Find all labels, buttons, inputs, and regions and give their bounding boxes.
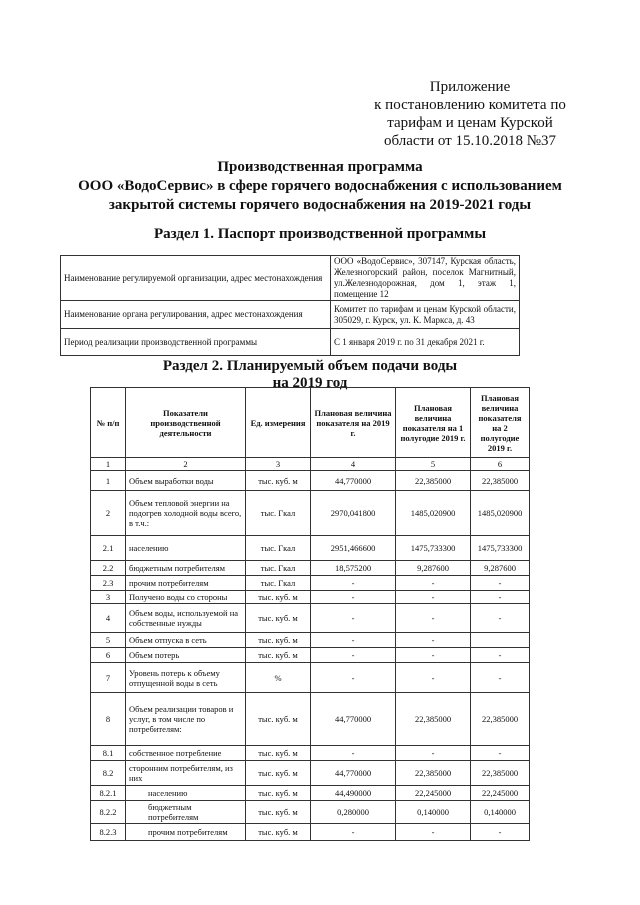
plan-h1-2019-cell: - — [396, 591, 471, 604]
plan-h1-2019-cell: - — [396, 824, 471, 841]
row-number-cell: 3 — [91, 591, 126, 604]
value-cell: С 1 января 2019 г. по 31 декабря 2021 г. — [331, 329, 520, 356]
plan-2019-cell: - — [311, 824, 396, 841]
unit-cell: тыс. Гкал — [246, 561, 311, 576]
plan-h1-2019-cell: 1475,733300 — [396, 536, 471, 561]
indicator-name-cell: Уровень потерь к объему отпущенной воды в сеть — [126, 663, 246, 693]
title-line: закрытой системы горячего водоснабжения на 2019-2021 годы — [108, 197, 532, 213]
column-number: 6 — [471, 458, 530, 471]
column-number: 2 — [126, 458, 246, 471]
plan-2019-cell: 2970,041800 — [311, 491, 396, 536]
unit-cell: тыс. куб. м — [246, 693, 311, 746]
appendix-line: к постановлению комитета по — [374, 97, 566, 113]
indicator-name-cell: сторонним потребителям, из них — [126, 761, 246, 786]
appendix-line: Приложение — [429, 79, 511, 95]
indicator-name-cell: бюджетным потребителям — [126, 561, 246, 576]
plan-h2-2019-cell: 1475,733300 — [471, 536, 530, 561]
indicator-name-cell: населению — [126, 786, 246, 801]
row-number-cell: 7 — [91, 663, 126, 693]
plan-h2-2019-cell: 22,385000 — [471, 471, 530, 491]
header-cell: Плановая величина показателя на 2019 г. — [311, 388, 396, 458]
plan-h2-2019-cell: 22,385000 — [471, 761, 530, 786]
plan-h1-2019-cell: - — [396, 746, 471, 761]
plan-h1-2019-cell: 22,245000 — [396, 786, 471, 801]
plan-2019-cell: 2951,466600 — [311, 536, 396, 561]
row-number-cell: 4 — [91, 604, 126, 633]
document-title — [60, 158, 580, 215]
value-cell: ООО «ВодоСервис», 307147, Курская область, Железногорский район, поселок Магнитный, ул.Железнодорожная, дом 1, этаж 1, помещение 12 — [331, 256, 520, 301]
column-number: 4 — [311, 458, 396, 471]
plan-2019-cell: 44,490000 — [311, 786, 396, 801]
indicator-name-cell: прочим потребителям — [126, 576, 246, 591]
plan-h2-2019-cell: - — [471, 824, 530, 841]
plan-2019-cell: - — [311, 648, 396, 663]
section2-title-line: Раздел 2. Планируемый объем подачи воды — [162, 358, 458, 374]
unit-cell: тыс. Гкал — [246, 576, 311, 591]
indicator-name-cell: Объем воды, используемой на собственные нужды — [126, 604, 246, 633]
plan-h2-2019-cell: 22,385000 — [471, 693, 530, 746]
table-row — [61, 256, 520, 301]
unit-cell: тыс. куб. м — [246, 471, 311, 491]
unit-cell: тыс. куб. м — [246, 761, 311, 786]
unit-cell: тыс. Гкал — [246, 536, 311, 561]
table-row — [91, 801, 530, 824]
row-number-cell: 2.2 — [91, 561, 126, 576]
table-row — [91, 633, 530, 648]
unit-cell: тыс. Гкал — [246, 491, 311, 536]
plan-h2-2019-cell: 9,287600 — [471, 561, 530, 576]
row-number-cell: 8.2.2 — [91, 801, 126, 824]
unit-cell: тыс. куб. м — [246, 604, 311, 633]
indicator-name-cell: Объем реализации товаров и услуг, в том числе по потребителям: — [126, 693, 246, 746]
plan-2019-cell: 18,575200 — [311, 561, 396, 576]
row-number-cell: 8.2.3 — [91, 824, 126, 841]
unit-cell: % — [246, 663, 311, 693]
plan-h1-2019-cell: 0,140000 — [396, 801, 471, 824]
header-cell: № п/п — [91, 388, 126, 458]
title-line: Производственная программа — [217, 159, 423, 175]
column-number: 5 — [396, 458, 471, 471]
label-cell: Наименование регулируемой организации, адрес местонахождения — [61, 256, 331, 301]
unit-cell: тыс. куб. м — [246, 746, 311, 761]
plan-h2-2019-cell: 22,245000 — [471, 786, 530, 801]
indicator-name-cell: населению — [126, 536, 246, 561]
row-number-cell: 2.3 — [91, 576, 126, 591]
table-row — [61, 329, 520, 356]
indicator-name-cell: Объем выработки воды — [126, 471, 246, 491]
unit-cell: тыс. куб. м — [246, 648, 311, 663]
table-row — [91, 536, 530, 561]
unit-cell: тыс. куб. м — [246, 591, 311, 604]
plan-h2-2019-cell: - — [471, 604, 530, 633]
plan-h1-2019-cell: 9,287600 — [396, 561, 471, 576]
unit-cell: тыс. куб. м — [246, 824, 311, 841]
table-row — [91, 576, 530, 591]
plan-2019-cell: - — [311, 591, 396, 604]
volume-table — [90, 387, 530, 841]
table-row — [91, 561, 530, 576]
table-row — [91, 491, 530, 536]
plan-h2-2019-cell: - — [471, 663, 530, 693]
plan-h1-2019-cell: - — [396, 633, 471, 648]
passport-table — [60, 255, 520, 356]
table-row — [61, 301, 520, 329]
header-cell: Показатели производственной деятельности — [126, 388, 246, 458]
row-number-cell: 8.1 — [91, 746, 126, 761]
label-cell: Период реализации производственной программы — [61, 329, 331, 356]
plan-h1-2019-cell: 22,385000 — [396, 761, 471, 786]
plan-2019-cell: 44,770000 — [311, 471, 396, 491]
header-cell: Плановая величина показателя на 2 полугодие 2019 г. — [471, 388, 530, 458]
plan-h1-2019-cell: - — [396, 576, 471, 591]
unit-cell: тыс. куб. м — [246, 633, 311, 648]
indicator-name-cell: прочим потребителям — [126, 824, 246, 841]
table-row — [91, 604, 530, 633]
table-row — [91, 471, 530, 491]
column-number: 3 — [246, 458, 311, 471]
label-cell: Наименование органа регулирования, адрес местонахождения — [61, 301, 331, 329]
plan-2019-cell: - — [311, 576, 396, 591]
plan-h1-2019-cell: - — [396, 648, 471, 663]
plan-h1-2019-cell: 22,385000 — [396, 471, 471, 491]
column-number: 1 — [91, 458, 126, 471]
plan-h2-2019-cell — [471, 633, 530, 648]
header-row — [91, 388, 530, 458]
table-row — [91, 786, 530, 801]
appendix-line: тарифам и ценам Курской — [387, 115, 553, 131]
unit-cell: тыс. куб. м — [246, 801, 311, 824]
plan-h2-2019-cell: - — [471, 576, 530, 591]
row-number-cell: 8 — [91, 693, 126, 746]
indicator-name-cell: Объем отпуска в сеть — [126, 633, 246, 648]
plan-h1-2019-cell: 1485,020900 — [396, 491, 471, 536]
table-row — [91, 824, 530, 841]
section2-subtitle: на 2019 год — [272, 375, 348, 391]
plan-2019-cell: - — [311, 746, 396, 761]
plan-h2-2019-cell: 1485,020900 — [471, 491, 530, 536]
plan-2019-cell: 44,770000 — [311, 693, 396, 746]
table-row — [91, 591, 530, 604]
indicator-name-cell: собственное потребление — [126, 746, 246, 761]
plan-h1-2019-cell: - — [396, 604, 471, 633]
column-number-row — [91, 458, 530, 471]
unit-cell: тыс. куб. м — [246, 786, 311, 801]
plan-2019-cell: 0,280000 — [311, 801, 396, 824]
plan-h2-2019-cell: - — [471, 648, 530, 663]
plan-h1-2019-cell: - — [396, 663, 471, 693]
header-cell: Ед. измерения — [246, 388, 311, 458]
table-row — [91, 746, 530, 761]
row-number-cell: 6 — [91, 648, 126, 663]
plan-h1-2019-cell: 22,385000 — [396, 693, 471, 746]
plan-2019-cell: - — [311, 663, 396, 693]
indicator-name-cell: Объем потерь — [126, 648, 246, 663]
appendix-header — [360, 78, 580, 150]
plan-h2-2019-cell: - — [471, 591, 530, 604]
row-number-cell: 1 — [91, 471, 126, 491]
plan-2019-cell: 44,770000 — [311, 761, 396, 786]
plan-h2-2019-cell: - — [471, 746, 530, 761]
section1-title: Раздел 1. Паспорт производственной программы — [153, 226, 487, 242]
indicator-name-cell: Объем тепловой энергии на подогрев холодной воды всего, в т.ч.: — [126, 491, 246, 536]
appendix-line: области от 15.10.2018 №37 — [383, 133, 557, 149]
value-cell: Комитет по тарифам и ценам Курской области, 305029, г. Курск, ул. К. Маркса, д. 43 — [331, 301, 520, 329]
row-number-cell: 2.1 — [91, 536, 126, 561]
indicator-name-cell: бюджетным потребителям — [126, 801, 246, 824]
table-row — [91, 648, 530, 663]
indicator-name-cell: Получено воды со стороны — [126, 591, 246, 604]
table-row — [91, 663, 530, 693]
row-number-cell: 5 — [91, 633, 126, 648]
row-number-cell: 8.2.1 — [91, 786, 126, 801]
plan-2019-cell: - — [311, 633, 396, 648]
table-row — [91, 693, 530, 746]
table-row — [91, 761, 530, 786]
header-cell: Плановая величина показателя на 1 полугодие 2019 г. — [396, 388, 471, 458]
title-line: ООО «ВодоСервис» в сфере горячего водоснабжения с использованием — [78, 178, 562, 194]
row-number-cell: 8.2 — [91, 761, 126, 786]
plan-h2-2019-cell: 0,140000 — [471, 801, 530, 824]
row-number-cell: 2 — [91, 491, 126, 536]
plan-2019-cell: - — [311, 604, 396, 633]
